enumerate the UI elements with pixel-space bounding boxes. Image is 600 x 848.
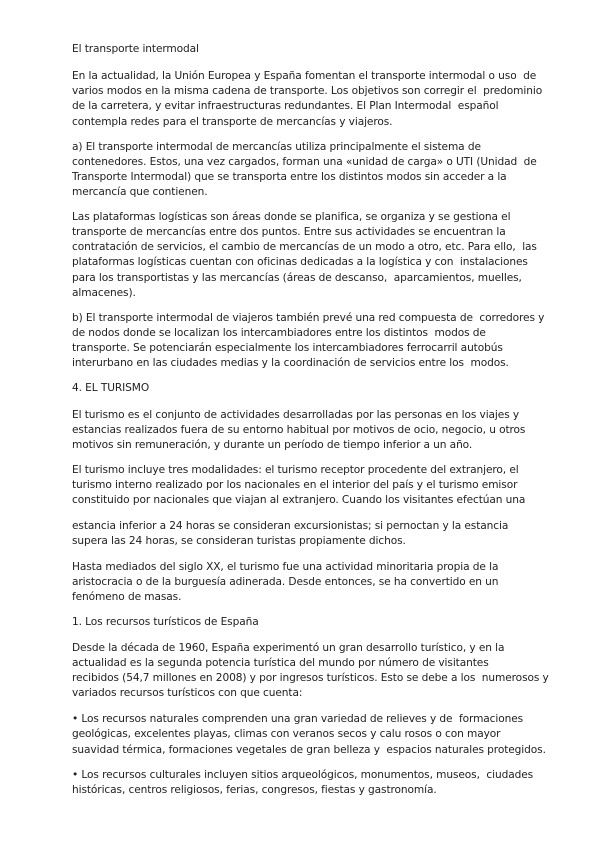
paragraph-line: Transporte Intermodal) que se transporta entre los distintos modos sin acceder a la [72, 171, 507, 183]
paragraph-line: Desde la década de 1960, España experimentó un gran desarrollo turístico, y en la [72, 642, 505, 654]
paragraph-line: supera las 24 horas, se consideran turistas propiamente dichos. [72, 535, 406, 547]
section-heading-resources: 1. Los recursos turísticos de España [72, 616, 259, 628]
paragraph-line: Hasta mediados del siglo XX, el turismo fue una actividad minoritaria propia de la [72, 561, 499, 573]
paragraph-line: recibidos (54,7 millones en 2008) y por ingresos turísticos. Esto se debe a los numerosos y [72, 672, 549, 684]
bullet-item: • Los recursos naturales comprenden una gran variedad de relieves y de formaciones [72, 713, 524, 725]
section-heading-transport: El transporte intermodal [72, 43, 199, 55]
paragraph-line: de la carretera, y evitar infraestructuras redundantes. El Plan Intermodal español [72, 100, 499, 112]
paragraph-line: El turismo es el conjunto de actividades desarrolladas por las personas en los viajes y [72, 409, 520, 421]
paragraph-line: b) El transporte intermodal de viajeros también prevé una red compuesta de corredores y [72, 312, 545, 324]
paragraph-line: transporte de mercancías entre dos puntos. Entre sus actividades se encuentran la [72, 226, 506, 238]
bullet-item: • Los recursos culturales incluyen sitios arqueológicos, monumentos, museos, ciudades [72, 769, 534, 781]
paragraph-line: fenómeno de masas. [72, 591, 182, 603]
paragraph-line: estancia inferior a 24 horas se consideran excursionistas; si pernoctan y la estancia [72, 520, 509, 532]
paragraph-line: actualidad es la segunda potencia turística del mundo por número de visitantes [72, 657, 489, 669]
paragraph-line: contenedores. Estos, una vez cargados, forman una «unidad de carga» o UTI (Unidad de [72, 156, 537, 168]
paragraph-line: mercancía que contienen. [72, 186, 208, 198]
paragraph-line: estancias realizados fuera de su entorno habitual por motivos de ocio, negocio, u otros [72, 424, 526, 436]
paragraph-line: a) El transporte intermodal de mercancías utiliza principalmente el sistema de [72, 141, 481, 153]
paragraph-line: plataformas logísticas cuentan con oficinas dedicadas a la logística y con instalaciones [72, 256, 528, 268]
paragraph-line: para los transportistas y las mercancías (áreas de descanso, aparcamientos, muelles, [72, 272, 522, 284]
paragraph-line: almacenes). [72, 287, 136, 299]
paragraph-line: varios modos en la misma cadena de transporte. Los objetivos son corregir el predominio [72, 85, 543, 97]
paragraph-line: históricas, centros religiosos, ferias, congresos, fiestas y gastronomía. [72, 784, 437, 796]
paragraph-line: geológicas, excelentes playas, climas con veranos secos y calu rosos o con mayor [72, 728, 501, 740]
paragraph-line: aristocracia o de la burguesía adinerada. Desde entonces, se ha convertido en un [72, 576, 499, 588]
paragraph-line: constituido por nacionales que viajan al extranjero. Cuando los visitantes efectúan una [72, 494, 526, 506]
paragraph-line: Las plataformas logísticas son áreas donde se planifica, se organiza y se gestiona el [72, 211, 511, 223]
paragraph-line: suavidad térmica, formaciones vegetales de gran belleza y espacios naturales protegidos. [72, 744, 546, 756]
paragraph-line: motivos sin remuneración, y durante un período de tiempo inferior a un año. [72, 439, 473, 451]
paragraph-line: contratación de servicios, el cambio de mercancías de un modo a otro, etc. Para ello, las [72, 241, 537, 253]
paragraph-line: variados recursos turísticos con que cuenta: [72, 687, 303, 699]
paragraph-line: transporte. Se potenciarán especialmente los intercambiadores ferrocarril autobús [72, 342, 503, 354]
section-heading-tourism: 4. EL TURISMO [72, 382, 150, 394]
paragraph-line: El turismo incluye tres modalidades: el turismo receptor procedente del extranjero, el [72, 464, 519, 476]
paragraph-line: de nodos donde se localizan los intercambiadores entre los distintos modos de [72, 327, 486, 339]
paragraph-line: turismo interno realizado por los nacionales en el interior del país y el turismo emisor [72, 479, 518, 491]
paragraph-line: contempla redes para el transporte de mercancías y viajeros. [72, 116, 393, 128]
paragraph-line: En la actualidad, la Unión Europea y España fomentan el transporte intermodal o uso de [72, 70, 537, 82]
paragraph-line: interurbano en las ciudades medias y la coordinación de servicios entre los modos. [72, 357, 509, 369]
